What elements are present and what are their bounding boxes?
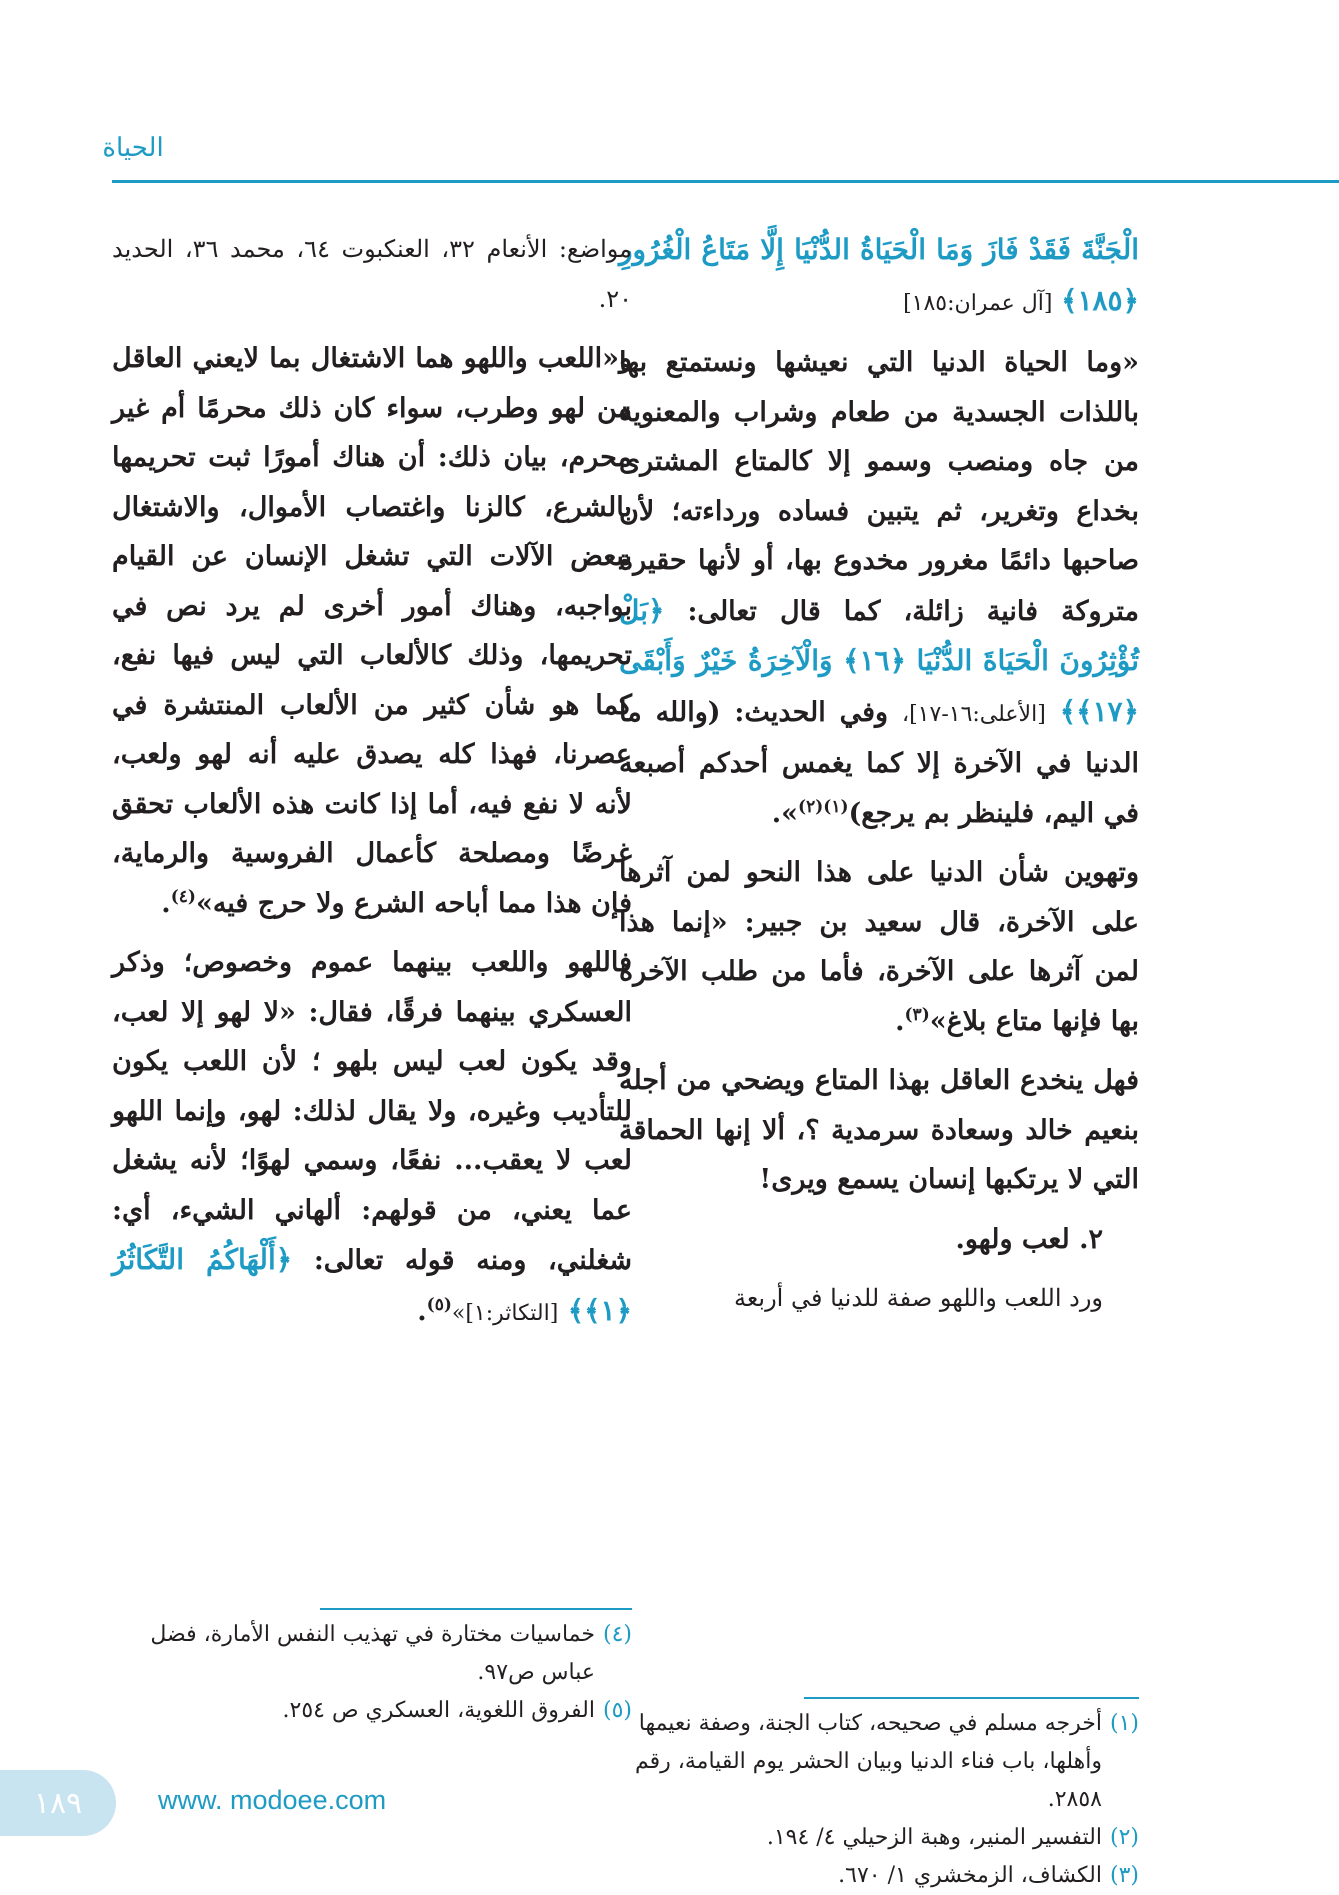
footnote-marker: (٥) <box>426 1294 452 1315</box>
quran-text: ﴿أَلْهَاكُمُ التَّكَاثُرُ ﴿١﴾﴾ <box>112 1243 632 1327</box>
paragraph-dunya: «وما الحياة الدنيا التي نعيشها ونستمتع بها باللذات الجسدية من طعام وشراب والمعنوية من جاه ومنصب وسمو إلا كالمتاع المشترى بخداع وتغرير، ثم يتبين فساده ورداءته؛ لأن صاحبها دائمًا مغرور مخدوع بها، أو لأنها حقيرة متروكة فانية زائلة، كما قال تعالى: ﴿بَلْ تُؤْثِرُونَ الْحَيَاةَ الدُّنْيَا ﴿١٦﴾ وَالْآخِرَةُ خَيْرٌ وَأَبْقَى ﴿١٧﴾﴾ [الأعلى:١٦-١٧]، وفي الحديث: (والله ما الدنيا في الآخرة إلا كما يغمس أحدكم أصبعه في اليم، فلينظر بم يرجع)$^{(١)(٢)}$». <box>619 347 1139 829</box>
paragraph-play-definition: و«اللعب واللهو هما الاشتغال بما لايعني العاقل من لهو وطرب، سواء كان ذلك محرمًا أم غير محرم، بيان ذلك: أن هناك أمورًا ثبت تحريمها بالشرع، كالزنا واغتصاب الأموال، والاشتغال ببعض الآلات التي تشغل الإنسان عن القيام بواجبه، وهناك أمور أخرى لم يرد نص في تحريمها، وذلك كالألعاب التي ليس فيها نفع، كما هو شأن كثير من الألعاب المنتشرة في عصرنا، فهذا كله يصدق عليه أنه لهو ولعب، لأنه لا نفع فيه، أما إذا كانت هذه الألعاب تحقق غرضًا ومصلحة كأعمال الفروسية والرماية، فإن هذا مما أباحه الشرع ولا حرج فيه»$^{(٤)}$. <box>112 343 632 919</box>
quran-reference: [آل عمران:١٨٥] <box>903 290 1053 316</box>
footnote-rule <box>804 1697 1139 1699</box>
footnote-marker: (٤) <box>170 886 196 907</box>
section-heading: ٢. لعب ولهو. <box>955 1223 1103 1255</box>
paragraph-askari: فاللهو واللعب بينهما عموم وخصوص؛ وذكر العسكري بينهما فرقًا، فقال: «لا لهو إلا لعب، وقد يكون لعب ليس بلهو ؛ لأن اللعب يكون للتأديب وغيره، ولا يقال لذلك: لهو، وإنما اللهو لعب لا يعقب... نفعًا، وسمي لهوًا؛ لأنه يشغل عما يعني، من قولهم: ألهاني الشيء، أي: شغلني، ومنه قوله تعالى: ﴿أَلْهَاكُمُ التَّكَاثُرُ ﴿١﴾﴾ [التكاثر:١]»$^{(٥)}$. <box>112 947 632 1327</box>
footnote-rule <box>320 1608 632 1610</box>
footnotes-left <box>112 1616 632 1730</box>
quran-reference: [الأعلى:١٦-١٧]، <box>901 701 1046 727</box>
paragraph-question: فهل ينخدع العاقل بهذا المتاع ويضحي من أجله بنعيم خالد وسعادة سرمدية ؟، ألا إنها الحماقة التي لا يرتكبها إنسان يسمع ويرى! <box>619 1065 1139 1195</box>
paragraph-intro: ورد اللعب واللهو صفة للدنيا في أربعة <box>733 1284 1103 1312</box>
footnote: (٥) الفروق اللغوية، العسكري ص ٢٥٤. <box>282 1698 632 1723</box>
header-rule <box>112 180 1339 183</box>
footnote: (٢) التفسير المنير، وهبة الزحيلي ٤/ ١٩٤. <box>766 1825 1139 1850</box>
footnote-marker: (٣) <box>904 1004 930 1025</box>
footnote: (٤) خماسيات مختارة في تهذيب النفس الأمارة، فضل عباس ص٩٧. <box>150 1622 632 1685</box>
footnote: (١) أخرجه مسلم في صحيحه، كتاب الجنة، وصفة نعيمها وأهلها، باب فناء الدنيا وبيان الحشر يوم القيامة، رقم ٢٨٥٨. <box>635 1711 1139 1812</box>
footnote: (٣) الكشاف، الزمخشري ١/ ٦٧٠. <box>838 1863 1139 1888</box>
paragraph-said-ibn-jubair: وتهوين شأن الدنيا على هذا النحو لمن آثرها على الآخرة، قال سعيد بن جبير: «إنما هذا لمن آثرها على الآخرة، فأما من طلب الآخرة بها فإنها متاع بلاغ»$^{(٣)}$. <box>619 857 1139 1037</box>
paragraph-places: مواضع: الأنعام ٣٢، العنكبوت ٦٤، محمد ٣٦، الحديد ٢٠. <box>112 235 633 313</box>
quran-reference: [التكاثر:١]» <box>451 1300 559 1326</box>
quran-text: ﴿بَلْ تُؤْثِرُونَ الْحَيَاةَ الدُّنْيَا ﴿١٦﴾ وَالْآخِرَةُ خَيْرٌ وَأَبْقَى ﴿١٧﴾﴾ <box>619 593 1139 728</box>
website-link[interactable]: www. modoee.com <box>158 1785 387 1815</box>
logo-icon <box>102 122 164 170</box>
page-number: ١٨٩ <box>0 1770 116 1836</box>
footnotes-right <box>619 1705 1139 1895</box>
footnote-marker: (١)(٢) <box>798 796 849 817</box>
quran-verse-al-imran <box>619 225 1139 328</box>
right-column <box>619 225 1139 1334</box>
quran-text: الْجَنَّةَ فَقَدْ فَازَ وَمَا الْحَيَاةُ الدُّنْيَا إِلَّا مَتَاعُ الْغُرُورِ ﴿١٨٥﴾ <box>619 233 1139 317</box>
svg-text:الحياة: الحياة <box>102 133 164 163</box>
left-column <box>112 225 632 1348</box>
